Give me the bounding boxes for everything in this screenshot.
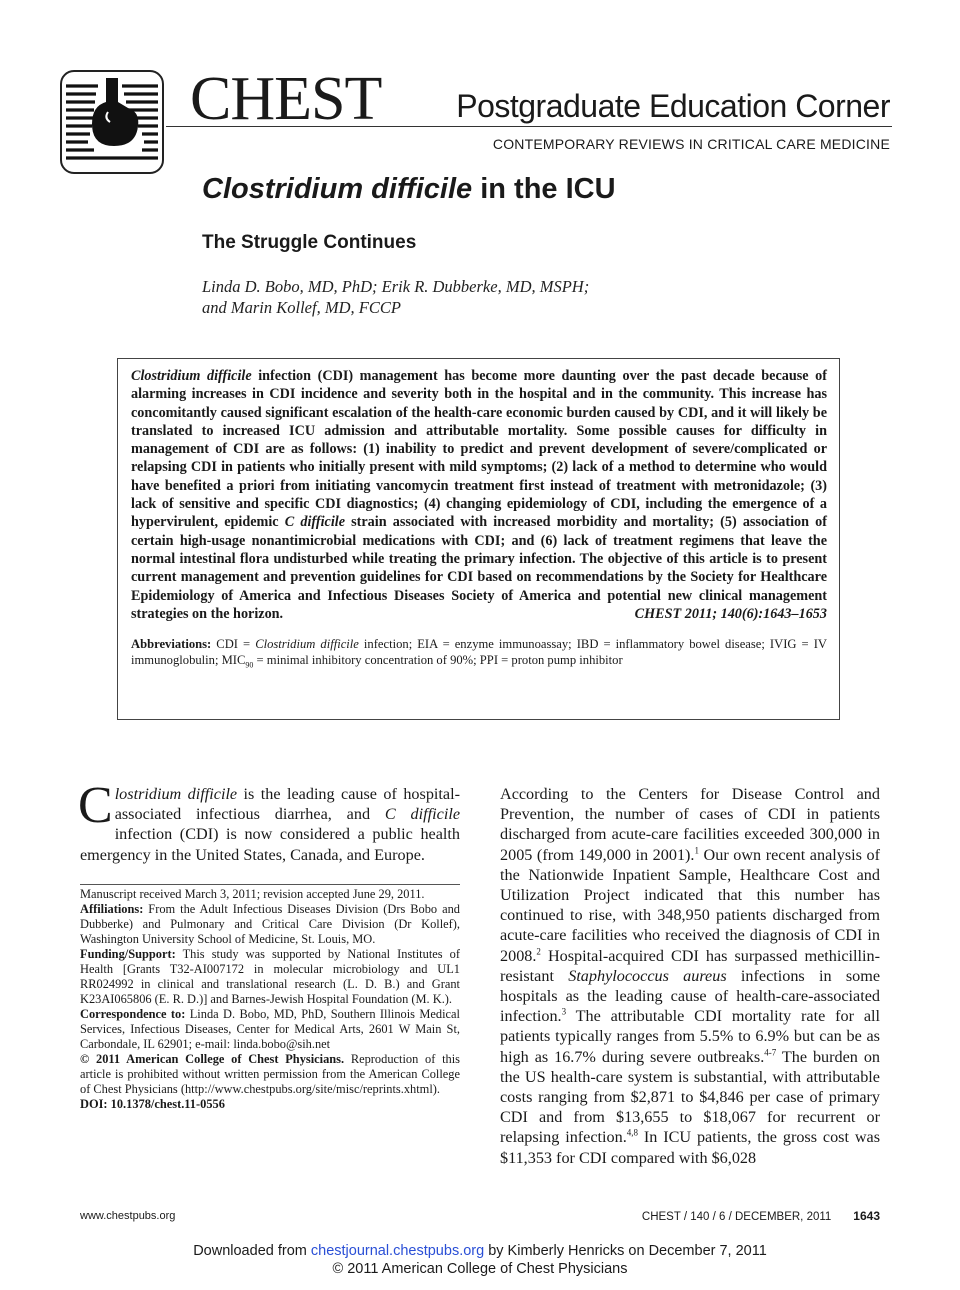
- fn-funding-label: Funding/Support:: [80, 947, 176, 961]
- footer-issue: [642, 1209, 880, 1223]
- fn-doi: [80, 1097, 460, 1112]
- fn-manuscript: Manuscript received March 3, 2011; revision accepted June 29, 2011.: [80, 887, 425, 901]
- body-right-t3: Hospital-acquired CDI has surpassed methicillin-resistant: [500, 946, 880, 985]
- download-prefix: Downloaded from: [193, 1243, 311, 1259]
- fn-affiliations: [80, 902, 460, 947]
- download-line: [0, 1242, 960, 1260]
- footer-website[interactable]: www.chestpubs.org: [80, 1210, 176, 1222]
- chest-logo: [60, 70, 164, 174]
- body-right-column: [500, 784, 880, 1168]
- fn-doi-value: 10.1378/chest.11-0556: [107, 1097, 225, 1111]
- download-suffix: by Kimberly Henricks on December 7, 2011: [484, 1243, 767, 1259]
- body-left-italic-2: C difficile: [384, 805, 461, 824]
- body-right-italic: Staphylococcus aureus: [568, 966, 727, 985]
- footnotes: [80, 884, 460, 1112]
- abbreviations-label: Abbreviations:: [131, 637, 212, 652]
- fn-funding: [80, 947, 460, 1007]
- footer-issue-text: CHEST / 140 / 6 / DECEMBER, 2011: [641, 1211, 832, 1223]
- abstract-box: [117, 358, 840, 720]
- fn-affiliations-text: From the Adult Infectious Diseases Division (Drs Bobo and Dubberke) and Pulmonary and Critical Care Division (Dr Kollef), Washington University School of Medicine, St. Louis, MO.: [80, 902, 460, 946]
- article-title: [202, 170, 616, 208]
- abstract-text: [131, 367, 827, 623]
- abstract-part-1: infection (CDI) management has become more daunting over the past decade because of alarming increases in CDI incidence and severity both in the hospital and in the community. This increase has concomitantly caused significant escalation of the health-care economic burden caused by CDI, and it will likely be translated to increased ICU admission and attributable mortality. Some possible causes for difficulty in management of CDI are as follows: (1) inability to predict and prevent development of severe/complicated or relapsing CDI in patients who initially present with mild symptoms; (2) lack of a method to determine who would have benefited a priori from initiating vancomycin treatment first instead of treatment with metronidazole; (3) lack of sensitive and specific CDI diagnostics; (4) changing epidemiology of CDI, including the emergence of a hypervirulent, epidemic: [131, 368, 827, 531]
- article-subtitle: The Struggle Continues: [202, 232, 417, 253]
- abbr-part-3: = minimal inhibitory concentration of 90%; PPI = proton pump inhibitor: [253, 653, 623, 668]
- authors-line-1: Linda D. Bobo, MD, PhD; Erik R. Dubberke, MD, MSPH;: [202, 277, 590, 296]
- fn-copyright: [80, 1052, 460, 1097]
- ref-4-8[interactable]: 4,8: [626, 1128, 639, 1139]
- download-notice: [0, 1242, 960, 1278]
- fn-copyright-label: © 2011 American College of Chest Physicians.: [80, 1052, 345, 1066]
- body-left-column: [78, 777, 461, 865]
- abbr-subscript: 90: [245, 660, 254, 670]
- abbr-part-2: infection; EIA = enzyme immunoassay; IBD = inflammatory bowel disease; IVIG = IV immunoglobulin; MIC: [131, 637, 827, 668]
- body-right-t6: The burden on the US health-care system is substantial, with attributable costs ranging from $2,871 to $4,846 per case of primary CDI and from $13,655 to $18,067 for recurrent or relapsing infection.: [500, 1047, 881, 1147]
- ref-4-7[interactable]: 4-7: [764, 1047, 777, 1058]
- page-number: 1643: [853, 1209, 880, 1223]
- fn-correspondence-label: Correspondence to:: [80, 1007, 186, 1021]
- subsection-title: CONTEMPORARY REVIEWS IN CRITICAL CARE MEDICINE: [492, 136, 890, 152]
- fn-correspondence: [80, 1007, 460, 1052]
- body-right-t1: According to the Centers for Disease Control and Prevention, the number of cases of CDI in patients discharged from acute-care facilities exceeded 300,000 in 2005 (from 149,000 in 2001).: [500, 785, 880, 864]
- fn-correspondence-text: Linda D. Bobo, MD, PhD, Southern Illinois Medical Services, Infectious Diseases, Center for Medical Arts, 2601 W Main St, Carbondale, IL 62901; e-mail: linda.bobo@sih.net: [80, 1007, 460, 1051]
- abstract-lead: Clostridium difficile: [131, 368, 252, 384]
- fn-funding-text: This study was supported by National Institutes of Health [Grants T32-AI007172 in molecular microbiology and UL1 RR024992 in clinical and translational research (L. D. B.) and Grant K23AI065806 (E. R. D.)] and Barnes-Jewish Hospital Foundation (M. K.).: [80, 947, 460, 1006]
- abbr-italic: Clostridium difficile: [255, 637, 359, 652]
- ref-2[interactable]: 2: [536, 946, 541, 957]
- body-right-t5: The attributable CDI mortality rate for all patients typically ranges from 5.5% to 6.9% but can be as high as 16.7% during severe outbreaks.: [500, 1007, 880, 1066]
- copyright-line: © 2011 American College of Chest Physicians: [332, 1261, 628, 1277]
- fn-copyright-text: Reproduction of this article is prohibited without written permission from the American College of Chest Physicians (http://www.chestpubs.org/site/misc/reprints.xhtml).: [80, 1052, 460, 1096]
- body-right-t2: Our own recent analysis of the Nationwide Inpatient Sample, Healthcare Cost and Utilization Project indicated that this number has continued to rise, with 348,950 patients discharged from acute-care facilities who received the diagnosis of CDI in 2008.: [500, 845, 880, 965]
- body-left-text-2: infection (CDI) is now considered a public health emergency in the United States, Canada, and Europe.: [80, 825, 460, 864]
- abstract-mid-italic: C difficile: [284, 514, 345, 531]
- body-left-text-1: is the leading cause of hospital-associated infectious diarrhea, and: [114, 785, 460, 824]
- lungs-heart-icon: [62, 72, 162, 172]
- title-rest: in the ICU: [472, 173, 616, 205]
- author-list: [202, 276, 589, 318]
- citation: CHEST 2011; 140(6):1643–1653: [634, 605, 827, 622]
- body-right-t7: In ICU patients, the gross cost was $11,353 for CDI compared with $6,028: [500, 1128, 880, 1167]
- body-left-italic-1: lostridium difficile: [114, 785, 238, 803]
- ref-3[interactable]: 3: [561, 1006, 567, 1017]
- download-link[interactable]: chestjournal.chestpubs.org: [310, 1243, 485, 1259]
- fn-affiliations-label: Affiliations:: [80, 902, 144, 916]
- section-title: Postgraduate Education Corner: [456, 88, 890, 124]
- drop-cap: C: [78, 777, 113, 834]
- abbr-part-1: CDI =: [211, 637, 256, 652]
- ref-1[interactable]: 1: [694, 845, 699, 856]
- fn-doi-label: DOI:: [80, 1097, 108, 1111]
- journal-name: CHEST: [190, 65, 382, 133]
- title-italic: Clostridium difficile: [202, 173, 473, 205]
- abstract-part-2: strain associated with increased morbidity and mortality; (5) association of certain high-usage nonantimicrobial medications with CDI; and (6) lack of treatment regimens that leave the normal intestinal flora undisturbed while treating the primary infection. The objective of this article is to present current management and prevention guidelines for CDI based on recommendations by the Society for Healthcare Epidemiology of America and Infectious Diseases Society of America and potential new clinical management strategies on the horizon.: [131, 514, 827, 622]
- abbreviations: [131, 636, 827, 674]
- body-right-t4: infections in some hospitals as the leading cause of health-care-associated infection.: [500, 966, 881, 1026]
- authors-line-2: and Marin Kollef, MD, FCCP: [202, 298, 401, 317]
